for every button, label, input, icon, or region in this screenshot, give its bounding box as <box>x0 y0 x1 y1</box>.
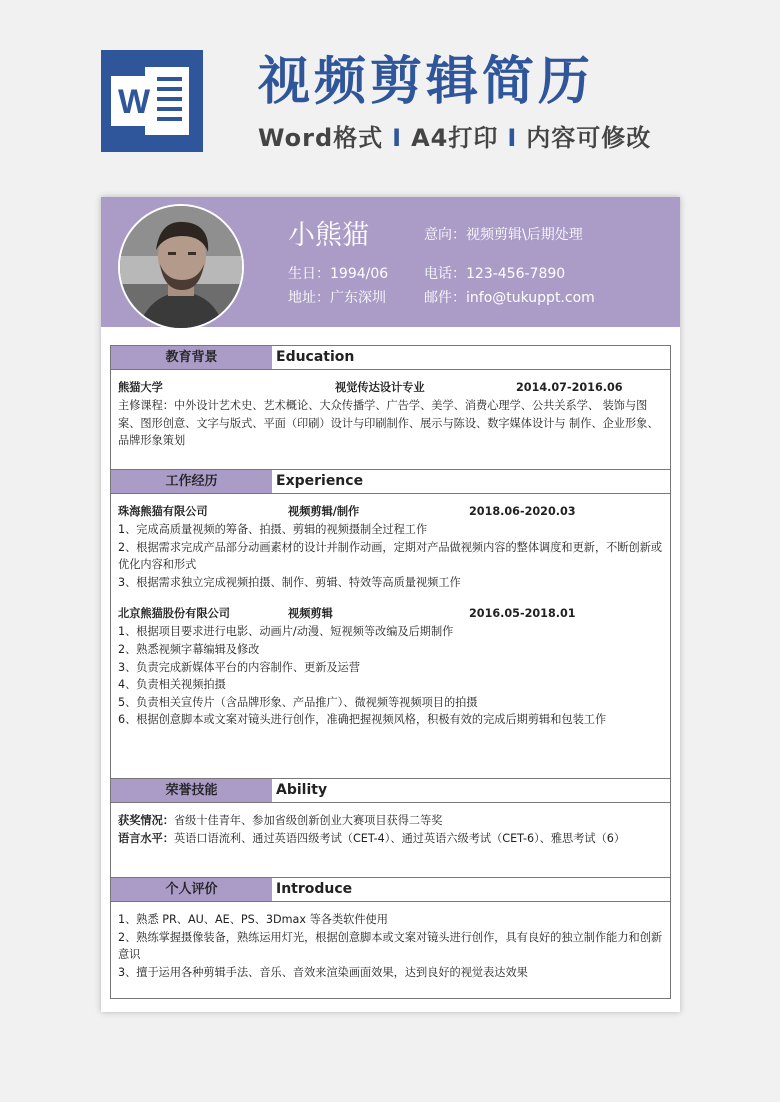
subtitle-editable: 内容可修改 <box>526 124 652 152</box>
word-icon-letter: W <box>117 83 151 121</box>
subtitle-separator: I <box>392 124 403 152</box>
section-title-en: Ability <box>276 782 328 798</box>
education-section <box>110 345 671 470</box>
job-duty: 4、负责相关视频拍摄 <box>118 678 226 692</box>
job-role: 视频剪辑/制作 <box>288 505 360 518</box>
job-duty: 2、根据需求完成产品部分动画素材的设计并制作动画，定期对产品做视频内容的整体调度和更新，不断创新或优化内容和形式 <box>118 540 663 572</box>
subtitle-format: Word格式 <box>258 124 384 152</box>
job-duty: 6、根据创意脚本或文案对镜头进行创作，准确把握视频风格，积极有效的完成后期剪辑和包装工作 <box>118 713 607 727</box>
job-period: 2018.06-2020.03 <box>469 505 576 518</box>
introduce-section <box>110 877 671 999</box>
awards-value: 省级十佳青年、参加省级创新创业大赛项目获得二等奖 <box>173 814 443 827</box>
section-title-en: Introduce <box>276 881 353 897</box>
phone-number: 电话：123-456-7890 <box>424 266 566 282</box>
education-row <box>118 379 663 397</box>
language <box>118 830 663 848</box>
address: 地址：广东深圳 <box>288 290 386 306</box>
section-header <box>111 778 670 803</box>
study-period: 2014.07-2016.06 <box>516 381 623 394</box>
self-evaluation-item: 2、熟练掌握摄像装备，熟练运用灯光，根据创意脚本或文案对镜头进行创作，具有良好的独立制作能力和创新意识 <box>118 930 663 962</box>
section-title-cn: 个人评价 <box>111 878 272 901</box>
document-title: 视频剪辑简历 <box>258 52 595 112</box>
job-duty: 1、根据项目要求进行电影、动画片/动漫、短视频等改编及后期制作 <box>118 625 454 639</box>
job-row <box>118 605 663 623</box>
ability-section <box>110 778 671 878</box>
section-title-en: Experience <box>276 473 364 489</box>
resume-page <box>101 197 680 1012</box>
major: 视觉传达设计专业 <box>335 381 425 394</box>
ability-body <box>111 803 670 847</box>
job-intent: 意向：视频剪辑\后期处理 <box>424 227 583 243</box>
section-header <box>111 877 670 902</box>
word-document-icon <box>101 50 203 152</box>
section-header <box>111 345 670 370</box>
company-name: 北京熊猫股份有限公司 <box>118 607 230 621</box>
job-duty: 3、根据需求独立完成视频拍摄、制作、剪辑、特效等高质量视频工作 <box>118 575 461 589</box>
education-body <box>111 370 670 450</box>
language-label: 语言水平： <box>118 831 174 845</box>
resume-header <box>101 197 680 327</box>
job-duty: 2、熟悉视频字幕编辑及修改 <box>118 642 260 656</box>
section-title-en: Education <box>276 349 355 365</box>
company-name: 珠海熊猫有限公司 <box>118 505 208 518</box>
language-value: 英语口语流利、通过英语四级考试（CET-4）、通过英语六级考试（CET-6）、雅思考试（6） <box>173 831 626 845</box>
section-header <box>111 469 670 494</box>
job-row <box>118 503 663 521</box>
section-title-cn: 教育背景 <box>111 346 272 369</box>
awards <box>118 812 663 830</box>
awards-label: 获奖情况： <box>118 814 174 827</box>
subtitle-print: A4打印 <box>411 124 499 152</box>
job-period: 2016.05-2018.01 <box>469 607 576 621</box>
section-title-cn: 荣誉技能 <box>111 779 272 802</box>
candidate-name: 小熊猫 <box>288 220 369 251</box>
birth-date: 生日：1994/06 <box>288 266 389 282</box>
experience-body <box>111 494 670 729</box>
document-subtitle <box>258 122 651 154</box>
self-evaluation-item: 3、擅于运用各种剪辑手法、音乐、音效来渲染画面效果，达到良好的视觉表达效果 <box>118 965 528 979</box>
self-evaluation-item: 1、熟悉 PR、AU、AE、PS、3Dmax 等各类软件使用 <box>118 913 388 926</box>
avatar <box>118 204 244 330</box>
introduce-body <box>111 902 670 981</box>
section-title-cn: 工作经历 <box>111 470 272 493</box>
subtitle-separator: I <box>507 124 518 152</box>
courses: 主修课程：中外设计艺术史、艺术概论、大众传播学、广告学、美学、消费心理学、公共关系学、 装饰与图案、图形创意、文字与版式、平面（印刷）设计与印刷制作、展示与陈设、数字媒体设计与 制作、企业形象、品牌形象策划 <box>118 399 659 448</box>
job-duty: 5、负责相关宣传片（含品牌形象、产品推广）、微视频等视频项目的拍摄 <box>118 695 478 709</box>
job-duty: 1、完成高质量视频的筹备、拍摄、剪辑的视频摄制全过程工作 <box>118 523 428 536</box>
experience-section <box>110 469 671 779</box>
job-duty: 3、负责完成新媒体平台的内容制作、更新及运营 <box>118 660 361 674</box>
school-name: 熊猫大学 <box>118 381 163 394</box>
email: 邮件：info@tukuppt.com <box>424 290 595 306</box>
job-role: 视频剪辑 <box>288 607 333 621</box>
